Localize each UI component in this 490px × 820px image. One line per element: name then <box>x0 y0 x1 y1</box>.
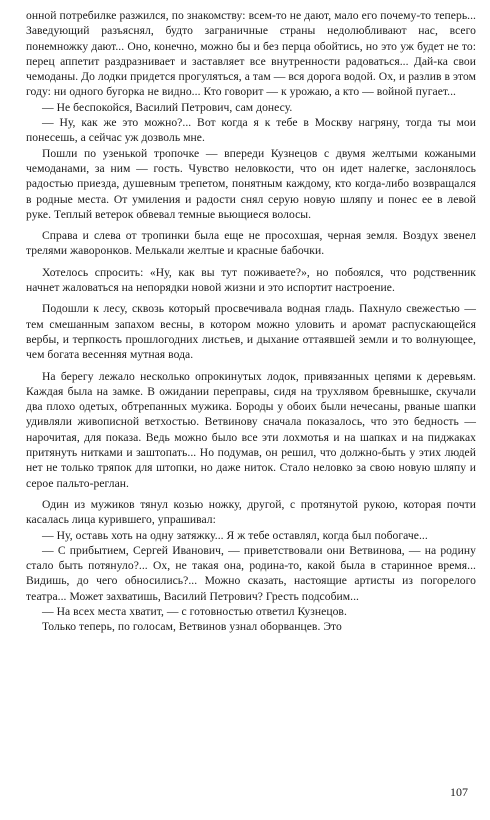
paragraph: Подошли к лесу, сквозь который просвечивала водная гладь. Пахнуло свежестью — тем смешанным запахом весны, в котором можно уловить и аромат распускающейся вербы, и терпкость прошлогодних листьев, и дыхание оттаявшей земли и то волнующее, чем богата весенняя мутная вода. <box>26 302 476 362</box>
paragraph: онной потребилке разжился, по знакомству: всем-то не дают, мало его почему-то теперь... Заведующий разъяснял, будто заграничные страны недолюбливают нас, всего понемножку дают... Оно, конечно, можно бы и без перца обойтись, но это уж будет не то: перец аппетит раздразнивает и заставляет все внутренности радоваться... Дай-ка свои чемоданы. До лодки придется прогуляться, а там — вся дорога водой. Ох, и разлив в этом году: ни одного бугорка не видно... Кто говорит — к урожаю, а кто — войной пугает... <box>26 9 476 99</box>
paragraph: На берегу лежало несколько опрокинутых лодок, привязанных цепями к деревьям. Каждая была на замке. В ожидании переправы, сидя на трухлявом бревнышке, скучали два плохо одетых, обтрепанных мужика. Бороды у обоих были нечесаны, рваные шапки удивляли живописной ветхостью. Ветвинову сначала показалось, что это бедность — нарочитая, для показа. Ведь можно было все эти лохмотья и на шапках и на пиджаках притянуть нитками и заштопать... Но подумав, он решил, что должно-быть у этих людей нет не только тряпок для штопки, но даже ниток. Стало неловко за свою новую шляпу и серое пальто-реглан. <box>26 369 476 490</box>
paragraph: — На всех места хватит, — с готовностью ответил Кузнецов. <box>42 604 347 618</box>
page-number: 107 <box>450 785 468 799</box>
paragraph: — Не беспокойся, Василий Петрович, сам донесу. <box>42 100 293 114</box>
paragraph: Справа и слева от тропинки была еще не просохшая, черная земля. Воздух звенел трелями жаворонков. Мелькали желтые и красные бабочки. <box>26 229 476 258</box>
paragraph: — С прибытием, Сергей Иванович, — приветствовали они Ветвинова, — на родину стало быть потянуло?... Ох, не такая она, родина-то, какой была в старинное время... Видишь, до чего обносились?... Можно сказать, настоящие артисты из погорелого театра... Может захватишь, Василий Петрович? Гресть подсобим... <box>26 543 476 603</box>
paragraph: Хотелось спросить: «Ну, как вы тут поживаете?», но побоялся, что родственник начнет жаловаться на непорядки новой жизни и это испортит настроение. <box>26 265 476 295</box>
paragraph: Один из мужиков тянул козью ножку, другой, с протянутой рукою, которая почти касалась лица курившего, упрашивал: <box>26 497 476 527</box>
paragraph: Пошли по узенькой тропочке — впереди Кузнецов с двумя желтыми кожаными чемоданами, за ним — гость. Чувство неловкости, что он идет налегке, заслонялось радостью приезда, душевным трепетом, понятным каждому, кто когда-либо возвращался в родные места. От умиления и радости снял серую новую шляпу и понес ее в левой руке. Теплый ветерок обвевал темные вьющиеся волосы. <box>26 146 476 221</box>
body-text <box>26 8 476 635</box>
paragraph: — Ну, оставь хоть на одну затяжку... Я ж тебе оставлял, когда был побогаче... <box>42 528 428 542</box>
paragraph: — Ну, как же это можно?... Вот когда я к тебе в Москву нагряну, тогда ты мои понесешь, а сейчас уж дозволь мне. <box>26 116 476 145</box>
paragraph: Только теперь, по голосам, Ветвинов узнал оборванцев. Это <box>42 620 342 634</box>
